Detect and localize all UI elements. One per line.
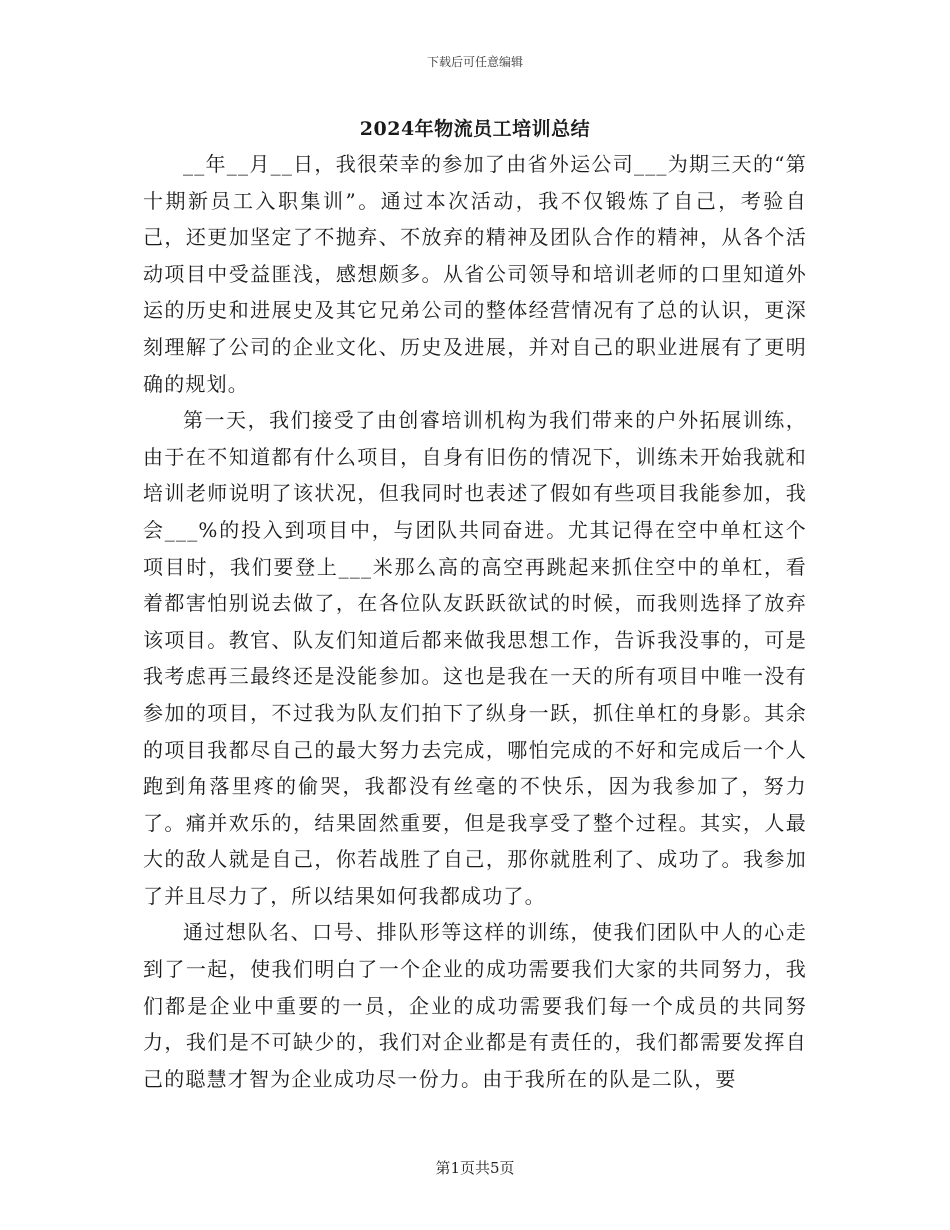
page-footer-number: 第1页共5页 bbox=[435, 1159, 515, 1177]
page-header-note: 下载后可任意编辑 bbox=[426, 55, 523, 69]
paragraph-team-training: 通过想队名、口号、排队形等这样的训练，使我们团队中人的心走到了一起，使我们明白了一个企业的成功需要我们大家的共同努力，我们都是企业中重要的一员，企业的成功需要我们每一个成员的共同努力，我们是不可缺少的，我们对企业都是有责任的，我们都需要发挥自己的聪慧才智为企业成功尽一份力。由于我所在的队是二队，要 bbox=[143, 920, 807, 1091]
document-body bbox=[143, 146, 807, 1097]
paragraph-intro: __年__月__日，我很荣幸的参加了由省外运公司___为期三天的“第十期新员工入职集训”。通过本次活动，我不仅锻炼了自己，考验自己，还更加坚定了不抛弃、不放弃的精神及团队合作的精神，从各个活动项目中受益匪浅，感想颇多。从省公司领导和培训老师的口里知道外运的历史和进展史及其它兄弟公司的整体经营情况有了总的认识，更深刻理解了公司的企业文化、历史及进展，并对自己的职业进展有了更明确的规划。 bbox=[143, 152, 807, 396]
paragraph-first-day: 第一天，我们接受了由创睿培训机构为我们带来的户外拓展训练，由于在不知道都有什么项目，自身有旧伤的情况下，训练未开始我就和培训老师说明了该状况，但我同时也表述了假如有些项目我能参加，我会___%的投入到项目中，与团队共同奋进。尤其记得在空中单杠这个项目时，我们要登上___米那么高的高空再跳起来抓住空中的单杠，看着都害怕别说去做了，在各位队友跃跃欲试的时候，而我则选择了放弃该项目。教官、队友们知道后都来做我思想工作，告诉我没事的，可是我考虑再三最终还是没能参加。这也是我在一天的所有项目中唯一没有参加的项目，不过我为队友们拍下了纵身一跃，抓住单杠的身影。其余的项目我都尽自己的最大努力去完成，哪怕完成的不好和完成后一个人跑到角落里疼的偷哭，我都没有丝毫的不快乐，因为我参加了，努力了。痛并欢乐的，结果固然重要，但是我享受了整个过程。其实，人最大的敌人就是自己，你若战胜了自己，那你就胜利了、成功了。我参加了并且尽力了，所以结果如何我都成功了。 bbox=[143, 408, 807, 908]
document-title: 2024年物流员工培训总结 bbox=[359, 118, 591, 140]
